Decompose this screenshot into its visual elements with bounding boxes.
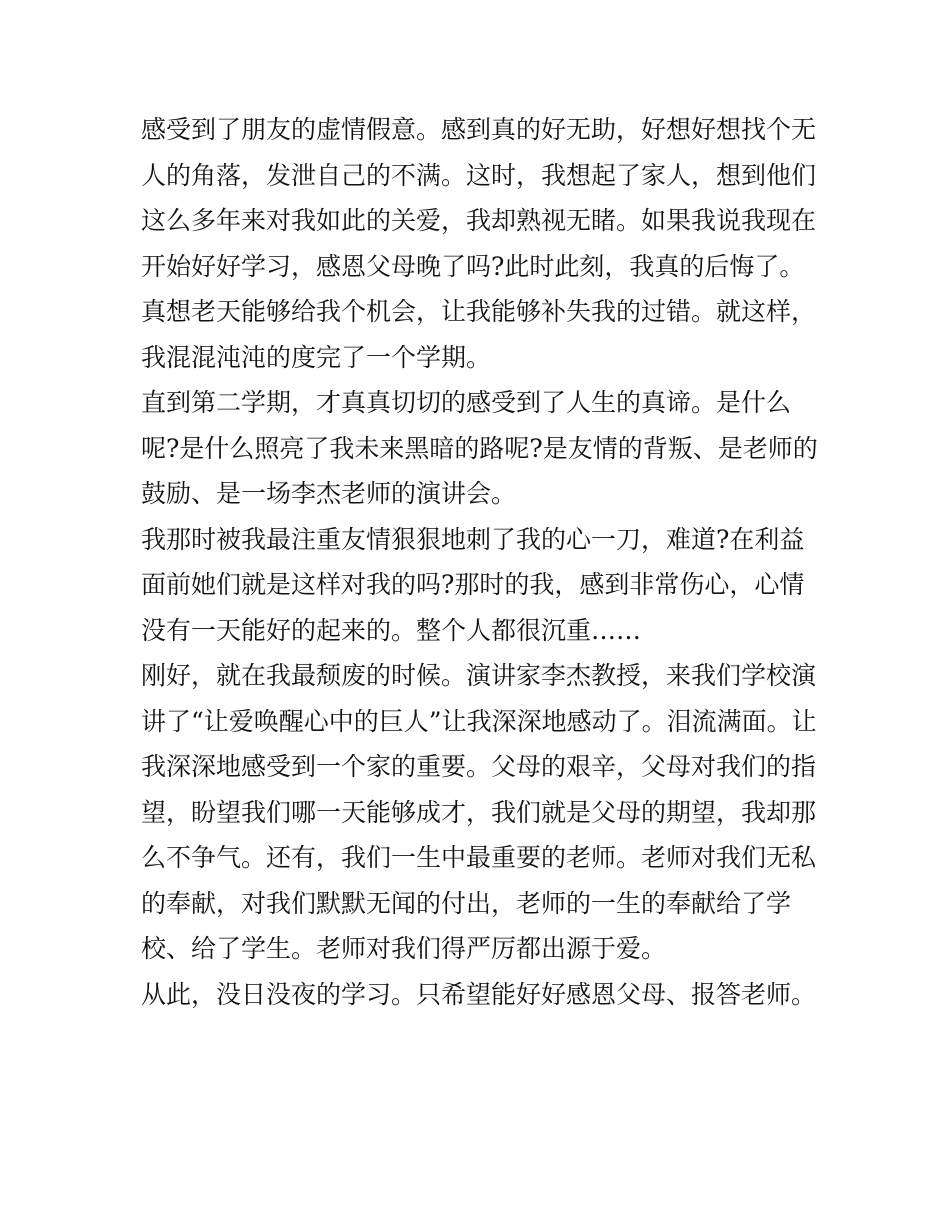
text-line: 的奉献，对我们默默无闻的付出，老师的一生的奉献给了学 — [141, 888, 792, 918]
text-line: 呢?是什么照亮了我未来黑暗的路呢?是友情的背叛、是老师的 — [141, 433, 818, 463]
text-line: 讲了“让爱唤醒心中的巨人”让我深深地感动了。泪流满面。让 — [141, 706, 817, 736]
text-line: 校、给了学生。老师对我们得严厉都出源于爱。 — [141, 934, 667, 963]
text-line: 开始好好学习，感恩父母晚了吗?此时此刻，我真的后悔了。 — [141, 251, 805, 281]
text-line: 面前她们就是这样对我的吗?那时的我，感到非常伤心，心情 — [141, 570, 805, 599]
text-line: 刚好，就在我最颓废的时候。演讲家李杰教授，来我们学校演 — [141, 661, 817, 690]
text-line: 这么多年来对我如此的关爱，我却熟视无睹。如果我说我现在 — [141, 206, 817, 235]
text-line: 没有一天能好的起来的。整个人都很沉重…… — [141, 615, 642, 645]
text-line: 望，盼望我们哪一天能够成才，我们就是父母的期望，我却那 — [141, 797, 817, 827]
text-line: 我深深地感受到一个家的重要。父母的艰辛，父母对我们的指 — [141, 752, 817, 781]
text-line: 真想老天能够给我个机会，让我能够补失我的过错。就这样， — [141, 297, 817, 326]
text-line: 我那时被我最注重友情狠狠地刺了我的心一刀，难道?在利益 — [141, 524, 805, 554]
text-line: 感受到了朋友的虚情假意。感到真的好无助，好想好想找个无 — [141, 115, 817, 144]
text-line: 鼓励、是一场李杰老师的演讲会。 — [141, 479, 517, 508]
text-line: 人的角落，发泄自己的不满。这时，我想起了家人，想到他们 — [141, 160, 817, 190]
body-text — [141, 107, 821, 1017]
text-line: 直到第二学期，才真真切切的感受到了人生的真谛。是什么 — [141, 388, 792, 417]
text-line: 我混混沌沌的度完了一个学期。 — [141, 342, 492, 372]
text-line: 从此，没日没夜的学习。只希望能好好感恩父母、报答老师。 — [141, 979, 817, 1009]
text-line: 么不争气。还有，我们一生中最重要的老师。老师对我们无私 — [141, 843, 817, 872]
